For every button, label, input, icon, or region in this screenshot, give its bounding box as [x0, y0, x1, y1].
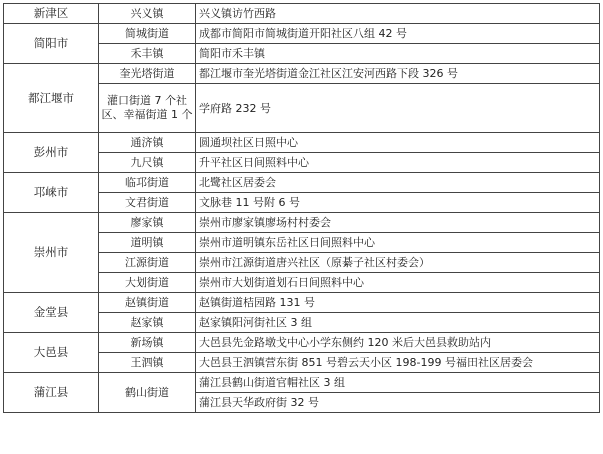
- address-cell: 赵镇街道桔园路 131 号: [196, 293, 600, 313]
- table-row: [4, 24, 600, 44]
- town-cell: 奎光塔街道: [99, 64, 196, 84]
- county-cell: 大邑县: [4, 333, 99, 373]
- table-row: [4, 213, 600, 233]
- address-cell: 崇州市大划街道划石日间照料中心: [196, 273, 600, 293]
- county-cell: 崇州市: [4, 213, 99, 293]
- town-cell: 江源街道: [99, 253, 196, 273]
- town-cell: 新场镇: [99, 333, 196, 353]
- address-cell: 学府路 232 号: [196, 84, 600, 133]
- county-cell: 都江堰市: [4, 64, 99, 133]
- table-row: [4, 333, 600, 353]
- county-cell: 邛崃市: [4, 173, 99, 213]
- county-cell: 简阳市: [4, 24, 99, 64]
- town-cell: 赵镇街道: [99, 293, 196, 313]
- table-row: [4, 373, 600, 393]
- address-cell: 大邑县王泗镇营东街 851 号碧云天小区 198-199 号福田社区居委会: [196, 353, 600, 373]
- address-cell: 大邑县先金路墩戈中心小学东侧约 120 米后大邑县救助站内: [196, 333, 600, 353]
- town-cell: 九尺镇: [99, 153, 196, 173]
- address-cell: 崇州市廖家镇廖场村村委会: [196, 213, 600, 233]
- county-cell: 金堂县: [4, 293, 99, 333]
- town-cell: 文君街道: [99, 193, 196, 213]
- county-cell: 蒲江县: [4, 373, 99, 413]
- town-cell: 廖家镇: [99, 213, 196, 233]
- table-row: [4, 4, 600, 24]
- address-cell: 兴义镇访竹西路: [196, 4, 600, 24]
- town-cell: 通济镇: [99, 133, 196, 153]
- town-cell: 兴义镇: [99, 4, 196, 24]
- address-cell: 简阳市禾丰镇: [196, 44, 600, 64]
- town-cell: 禾丰镇: [99, 44, 196, 64]
- town-cell: 赵家镇: [99, 313, 196, 333]
- address-cell: 蒲江县鹤山街道官帽社区 3 组: [196, 373, 600, 393]
- address-table: [3, 3, 600, 413]
- table-row: [4, 173, 600, 193]
- table-row: [4, 133, 600, 153]
- address-cell: 蒲江县天华政府街 32 号: [196, 393, 600, 413]
- address-cell: 圆通坝社区日照中心: [196, 133, 600, 153]
- town-cell: 鹤山街道: [99, 373, 196, 413]
- address-cell: 成都市简阳市简城街道开阳社区八组 42 号: [196, 24, 600, 44]
- town-cell: 临邛街道: [99, 173, 196, 193]
- address-cell: 崇州市江源街道唐兴社区（原綦子社区村委会）: [196, 253, 600, 273]
- address-cell: 崇州市道明镇东岳社区日间照料中心: [196, 233, 600, 253]
- town-cell: 道明镇: [99, 233, 196, 253]
- address-cell: 北鹭社区居委会: [196, 173, 600, 193]
- town-cell: 灌口街道 7 个社区、幸福街道 1 个: [99, 84, 196, 133]
- address-cell: 都江堰市奎光塔街道金江社区江安河西路下段 326 号: [196, 64, 600, 84]
- town-cell: 王泗镇: [99, 353, 196, 373]
- address-cell: 赵家镇阳河街社区 3 组: [196, 313, 600, 333]
- county-cell: 新津区: [4, 4, 99, 24]
- table-row: [4, 64, 600, 84]
- address-cell: 升平社区日间照料中心: [196, 153, 600, 173]
- table-row: [4, 293, 600, 313]
- address-cell: 文脉巷 11 号附 6 号: [196, 193, 600, 213]
- town-cell: 简城街道: [99, 24, 196, 44]
- county-cell: 彭州市: [4, 133, 99, 173]
- town-cell: 大划街道: [99, 273, 196, 293]
